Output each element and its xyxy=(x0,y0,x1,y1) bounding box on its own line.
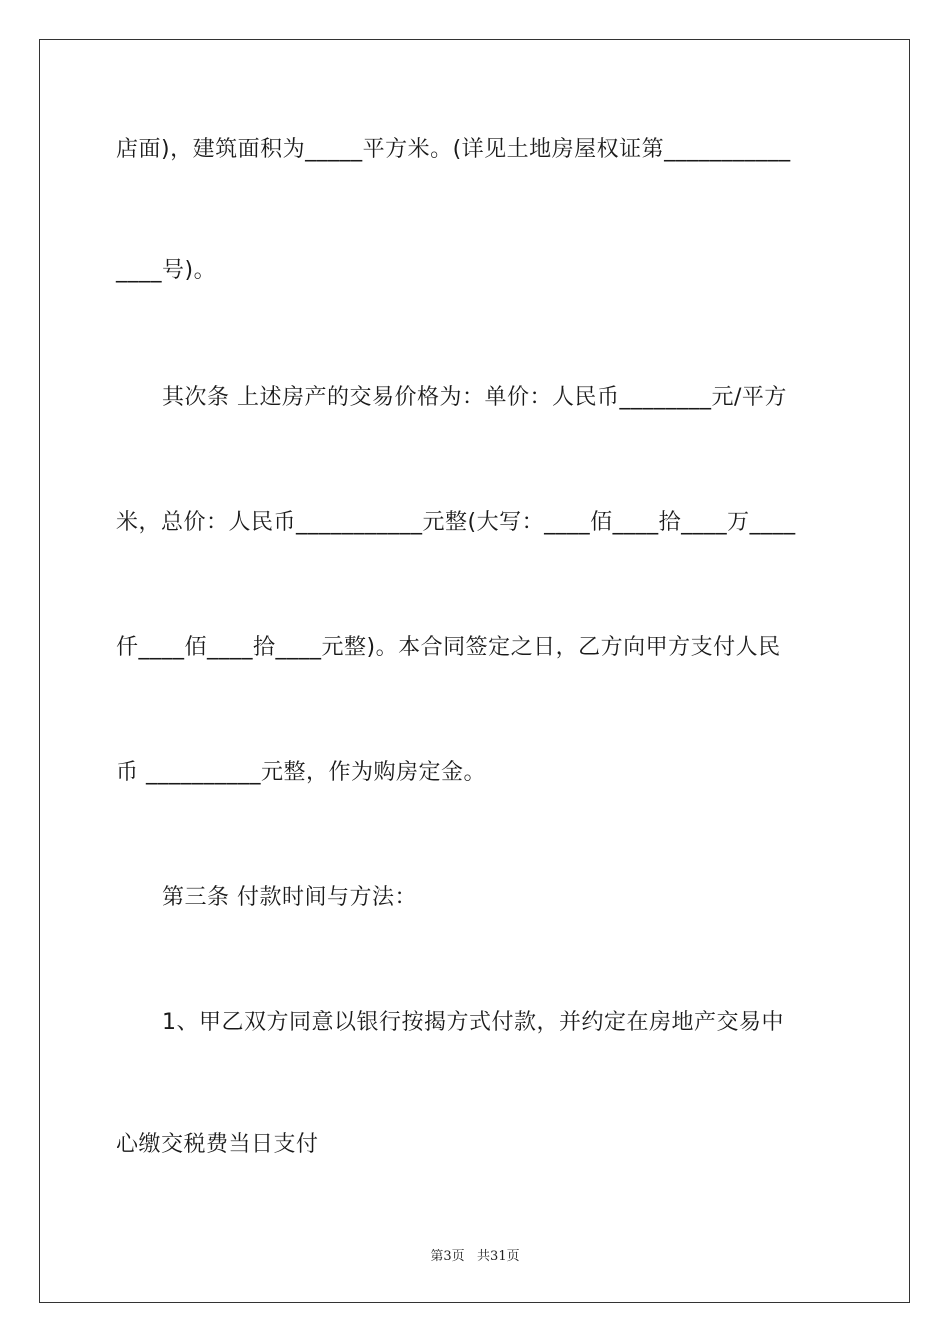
text-line: 币 __________元整，作为购房定金。 xyxy=(116,760,486,785)
section-heading: 第三条 付款时间与方法： xyxy=(162,885,417,910)
text-line: 仟____佰____拾____元整)。本合同签定之日，乙方向甲方支付人民 xyxy=(116,635,781,660)
page-number-footer: 第3页 共31页 xyxy=(430,1249,520,1264)
text-line: ____号)。 xyxy=(116,258,217,283)
page-border xyxy=(39,39,910,1303)
text-line: 其次条 上述房产的交易价格为：单价：人民币________元/平方 xyxy=(162,385,787,410)
text-line: 1、甲乙双方同意以银行按揭方式付款，并约定在房地产交易中 xyxy=(162,1010,784,1035)
text-line: 米，总价：人民币___________元整(大写：____佰____拾____万____ xyxy=(116,510,796,535)
text-line: 店面)，建筑面积为_____平方米。(详见土地房屋权证第___________ xyxy=(116,137,791,162)
text-line: 心缴交税费当日支付 xyxy=(116,1132,319,1157)
